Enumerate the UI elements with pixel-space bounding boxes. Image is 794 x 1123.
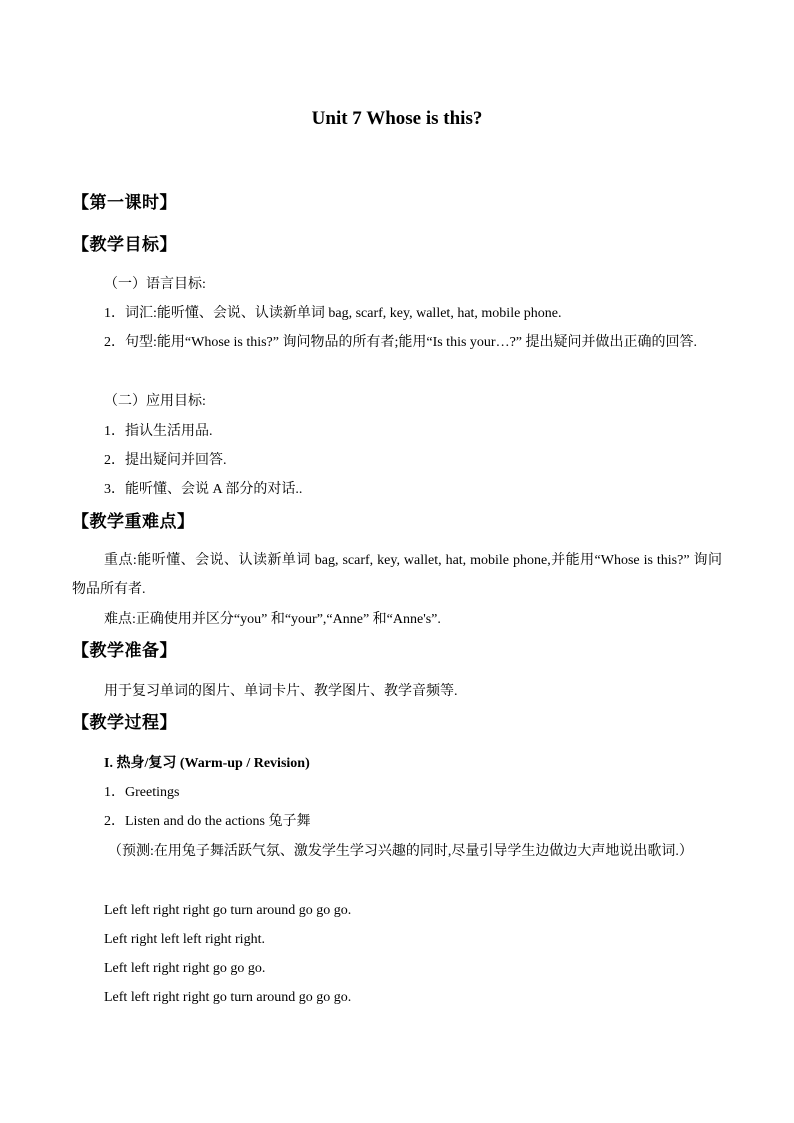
- process-note: （预测:在用兔子舞活跃气氛、激发学生学习兴趣的同时,尽量引导学生边做边大声地说出歌词.）: [108, 844, 693, 859]
- key-point: 重点:能听懂、会说、认读新单词 bag, scarf, key, wallet, hat, mobile phone,并能用“Whose is this?” 询问物品所有者.: [72, 553, 722, 597]
- lang-goal-2: 2．句型:能用“Whose is this?” 询问物品的所有者;能用“Is this your…?” 提出疑问并做出正确的回答.: [104, 335, 698, 350]
- lyric-line-1: Left left right right go turn around go go go.: [104, 903, 352, 918]
- section-heading-prep: 【教学准备】: [72, 641, 177, 661]
- lyric-line-4: Left left right right go turn around go go go.: [104, 990, 352, 1005]
- app-goal-2: 2．提出疑问并回答.: [104, 453, 227, 468]
- app-goal-3: 3．能听懂、会说 A 部分的对话..: [104, 482, 303, 497]
- section-heading-process: 【教学过程】: [72, 713, 177, 733]
- process-item-2: 2．Listen and do the actions 兔子舞: [104, 814, 311, 829]
- page-title: Unit 7 Whose is this?: [311, 108, 483, 129]
- key-difficulty: 难点:正确使用并区分“you” 和“your”,“Anne” 和“Anne's”.: [104, 612, 441, 627]
- lang-goal-header: （一）语言目标:: [104, 277, 206, 292]
- lyric-line-3: Left left right right go go go.: [104, 961, 266, 976]
- section-heading-key: 【教学重难点】: [72, 512, 195, 532]
- lang-goal-1: 1．词汇:能听懂、会说、认读新单词 bag, scarf, key, wallet, hat, mobile phone.: [104, 306, 562, 321]
- process-step-header: I. 热身/复习 (Warm-up / Revision): [104, 756, 310, 771]
- prep-text: 用于复习单词的图片、单词卡片、教学图片、教学音频等.: [104, 684, 458, 699]
- lyric-line-2: Left right left left right right.: [104, 932, 265, 947]
- section-heading-lesson: 【第一课时】: [72, 193, 177, 213]
- app-goal-1: 1．指认生活用品.: [104, 424, 213, 439]
- section-heading-goals: 【教学目标】: [72, 235, 177, 255]
- app-goal-header: （二）应用目标:: [104, 394, 206, 409]
- process-item-1: 1．Greetings: [104, 785, 180, 800]
